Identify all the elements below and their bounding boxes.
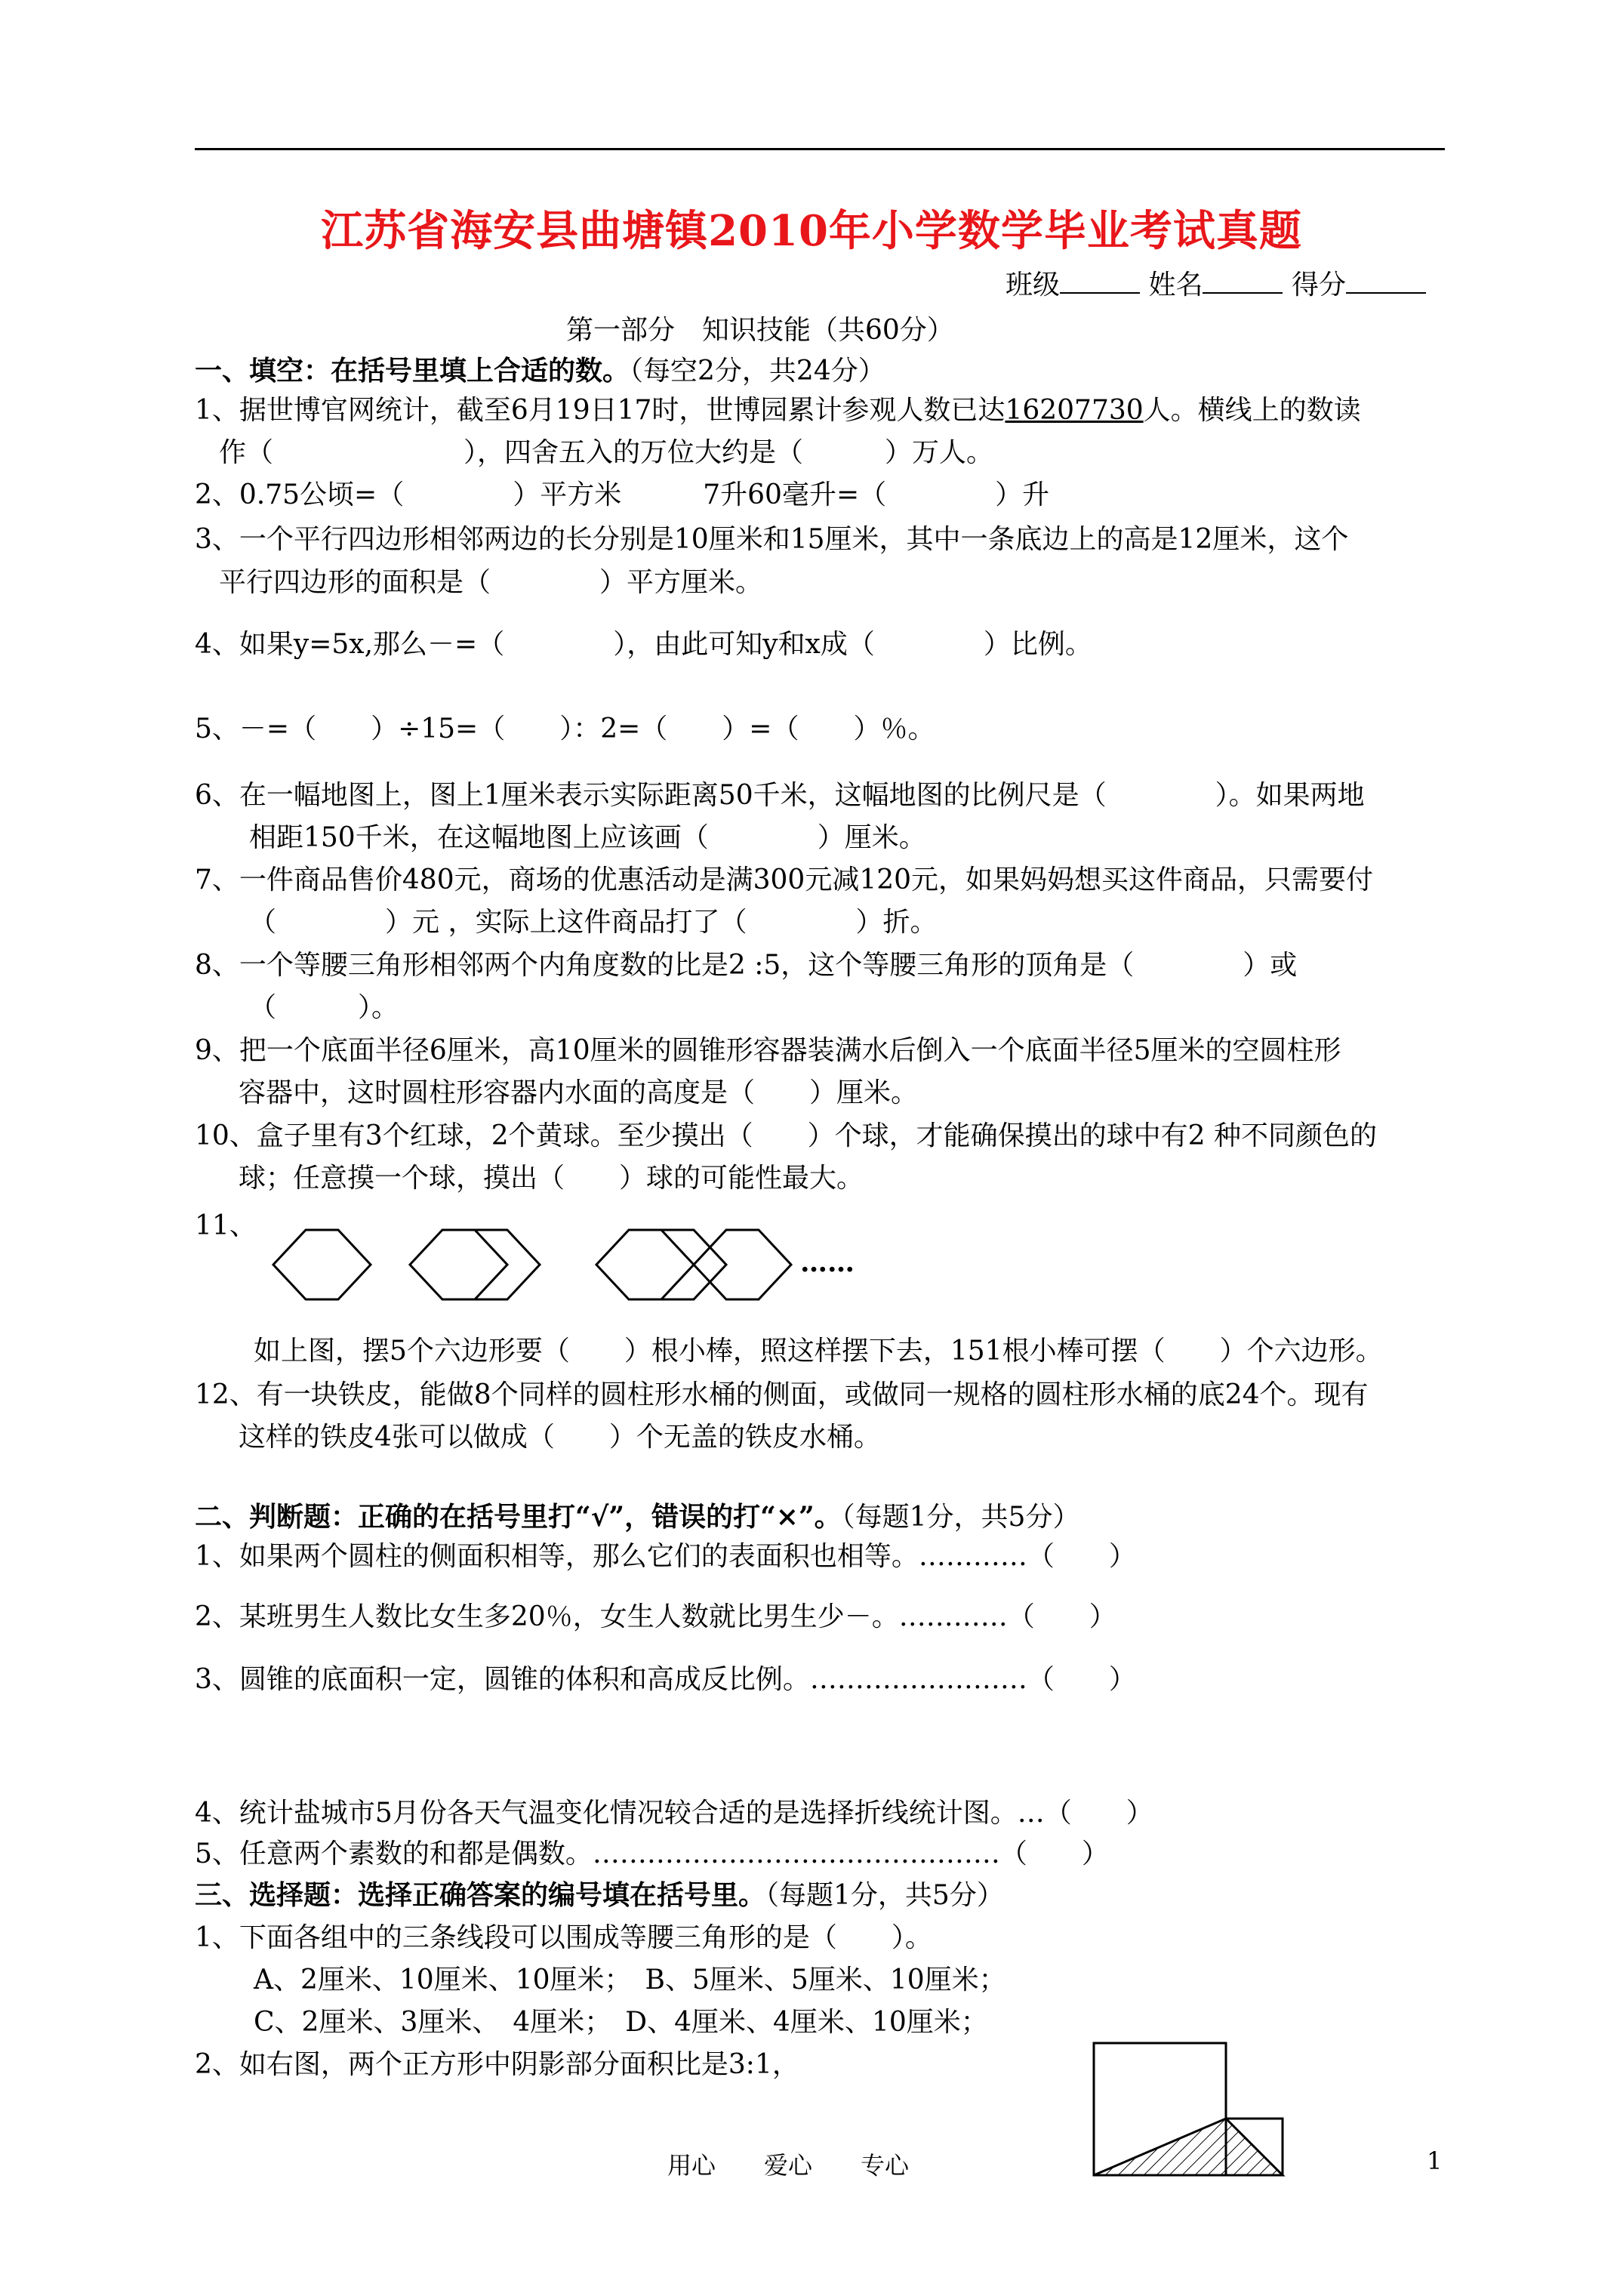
question-8-line-2: （ ）。: [249, 992, 399, 1023]
question-7-line-1: 7、一件商品售价480元，商场的优惠活动是满300元减120元，如果妈妈想买这件商品，只需要付: [195, 864, 1374, 895]
part-title: 第一部分 知识技能（共60分）: [566, 315, 954, 346]
question-9-line-2: 容器中，这时圆柱形容器内水面的高度是（ ）厘米。: [239, 1077, 919, 1108]
choice-question-2: 2、如右图，两个正方形中阴影部分面积比是3:1，: [195, 2049, 799, 2080]
section2-heading-note: （每题1分，共5分）: [841, 1502, 1080, 1533]
class-label: 班级: [1006, 270, 1061, 300]
section3-heading-main: 三、选择题：选择正确答案的编号填在括号里。: [195, 1879, 766, 1911]
page-number: 1: [1427, 2147, 1443, 2175]
question-1-text: 1、据世博官网统计，截至6月19日17时，世博园累计参观人数已达: [195, 395, 1006, 426]
question-6-line-1: 6、在一幅地图上，图上1厘米表示实际距离50千米，这幅地图的比例尺是（ ）。如果两地: [195, 780, 1365, 811]
choice-options-ab: A、2厘米、10厘米、10厘米； B、5厘米、5厘米、10厘米；: [254, 1965, 1006, 1996]
section1-heading-note: （每空2分，共24分）: [630, 356, 885, 387]
judge-item-5: 5、任意两个素数的和都是偶数。………………………………………（ ）: [195, 1838, 1109, 1869]
question-12-line-2: 这样的铁皮4张可以做成（ ）个无盖的铁皮水桶。: [239, 1422, 881, 1453]
choice-question-1: 1、下面各组中的三条线段可以围成等腰三角形的是（ ）。: [195, 1922, 932, 1953]
section1-heading-main: 一、填空：在括号里填上合适的数。: [195, 355, 630, 387]
question-7-line-2: （ ）元 ，实际上这件商品打了（ ）折。: [249, 907, 938, 938]
hexagon-continue-dots: ……: [800, 1247, 855, 1278]
shaded-triangle-small: [1226, 2119, 1283, 2175]
judge-item-3: 3、圆锥的底面积一定，圆锥的体积和高成反比例。……………………（ ）: [195, 1664, 1136, 1695]
judge-item-2: 2、某班男生人数比女生多20％，女生人数就比男生少－。…………（ ）: [195, 1601, 1116, 1632]
question-3-line-1: 3、一个平行四边形相邻两边的长分别是10厘米和15厘米，其中一条底边上的高是12厘米，这个: [195, 524, 1349, 555]
question-5: 5、－=（ ）÷15=（ ）：2=（ ）=（ ）％。: [195, 713, 935, 744]
name-label: 姓名: [1148, 270, 1203, 300]
question-9-line-1: 9、把一个底面半径6厘米，高10厘米的圆锥形容器装满水后倒入一个底面半径5厘米的空圆柱形: [195, 1035, 1341, 1066]
question-10-line-2: 球；任意摸一个球，摸出（ ）球的可能性最大。: [239, 1163, 864, 1194]
question-6-line-2: 相距150千米，在这幅地图上应该画（ ）厘米。: [249, 822, 926, 853]
visitor-number: 16207730: [1005, 395, 1144, 426]
question-3-line-2: 平行四边形的面积是（ ）平方厘米。: [219, 567, 763, 598]
question-2: 2、0.75公顷=（ ）平方米 7升60毫升=（ ）升: [195, 479, 1050, 510]
question-1-line-2: 作（ ），四舍五入的万位大约是（ ）万人。: [219, 437, 994, 468]
question-4: 4、如果y=5x,那么－=（ ），由此可知y和x成（ ）比例。: [195, 629, 1092, 660]
footer-motto: 用心 爱心 专心: [667, 2151, 910, 2180]
choice-options-cd: C、2厘米、3厘米、 4厘米； D、4厘米、4厘米、10厘米；: [254, 2007, 988, 2038]
section2-heading-main: 二、判断题：正确的在括号里打“√”，错误的打“×”。: [195, 1501, 842, 1533]
section3-heading-note: （每题1分，共5分）: [765, 1880, 1004, 1911]
question-12-line-1: 12、有一块铁皮，能做8个同样的圆柱形水桶的侧面，或做同一规格的圆柱形水桶的底24个。现有: [195, 1379, 1369, 1410]
score-label: 得分: [1291, 270, 1346, 300]
shaded-triangle-large: [1094, 2119, 1226, 2175]
question-11-label: 11、: [195, 1210, 257, 1241]
question-11-text: 如上图，摆5个六边形要（ ）根小棒，照这样摆下去，151根小棒可摆（ ）个六边形。: [254, 1336, 1383, 1367]
question-10-line-1: 10、盒子里有3个红球，2个黄球。至少摸出（ ）个球，才能确保摸出的球中有2 种不同颜色的: [195, 1120, 1377, 1151]
question-1-text-tail: 人。横线上的数读: [1143, 395, 1361, 426]
page-title: 江苏省海安县曲塘镇2010年小学数学毕业考试真题: [321, 206, 1302, 256]
question-8-line-1: 8、一个等腰三角形相邻两个内角度数的比是2 :5，这个等腰三角形的顶角是（ ）或: [195, 950, 1298, 981]
judge-item-4: 4、统计盐城市5月份各天气温变化情况较合适的是选择折线统计图。…（ ）: [195, 1798, 1153, 1829]
judge-item-1: 1、如果两个圆柱的侧面积相等，那么它们的表面积也相等。…………（ ）: [195, 1541, 1136, 1572]
